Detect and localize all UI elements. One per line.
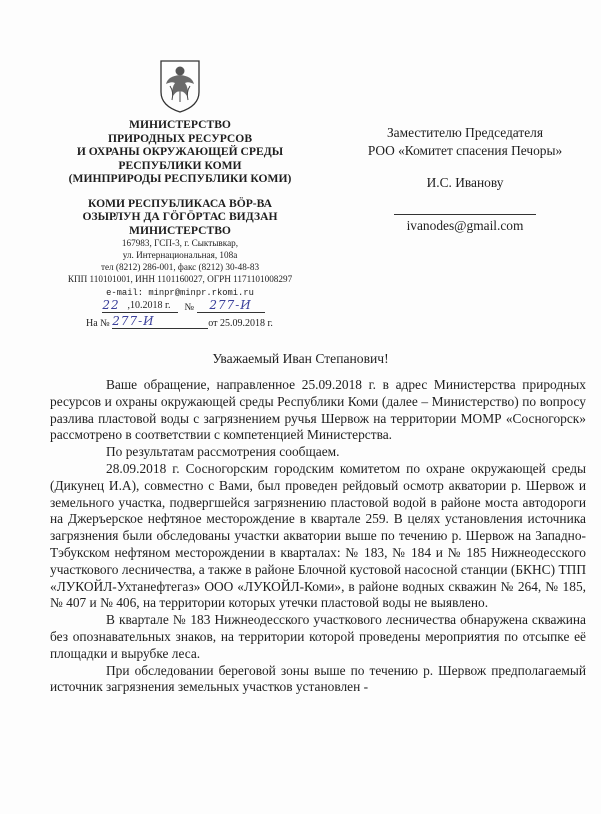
org-ru-line: (МИНПРИРОДЫ РЕСПУБЛИКИ КОМИ) (68, 172, 292, 186)
org-komi-line: МИНИСТЕРСТВО (129, 223, 231, 237)
org-ru-line: ПРИРОДНЫХ РЕСУРСОВ (107, 131, 253, 145)
ministry-name-komi (40, 197, 320, 237)
addressee-email[interactable]: ivanodes@gmail.com (406, 218, 524, 233)
handwritten-day: 22 (102, 298, 120, 312)
body-paragraph: При обследовании береговой зоны выше по течению р. Шервож предполагаемый источник загрязнения земельных участков установлен - (50, 662, 586, 695)
org-komi-line: КОМИ РЕСПУБЛИКАСА ВӦР-ВА (87, 196, 273, 210)
address-line: ул. Интернациональная, 108а (122, 250, 238, 261)
sender-letterhead (40, 58, 320, 299)
org-ru-line: МИНИСТЕРСТВО (129, 118, 231, 131)
reg-day-field (102, 300, 120, 313)
letter-body (50, 377, 586, 696)
address-line: 167983, ГСП-3, г. Сыктывкар, (121, 238, 239, 249)
sender-email[interactable]: minpr@minpr.rkomi.ru (148, 287, 254, 298)
body-paragraph: По результатам рассмотрения сообщаем. (106, 444, 340, 460)
handwritten-reg-number: 277-И (209, 298, 252, 312)
phone-fax-line: тел (8212) 286-001, факс (8212) 30-48-83 (100, 262, 260, 273)
sender-email-line (40, 286, 320, 299)
body-paragraph: 28.09.2018 г. Сосногорским городским комитетом по охране окружающей среды (Дикунец И.А), совместно с Вами, был проведен рейдовый осмотр акватории р. Шервож и земельного участка, подвергшейся загрязнению пластовой водой в районе моста автодороги на Джеръерское нефтяное месторождение в квартале 259. В целях установления источника загрязнения были обследованы участки акватории выше по течению р. Шервож на Западно-Тэбукском нефтяном месторождении в кварталах: № 183, № 184 и № 185 Нижнеодесского участкового лесничества, а также в районе Блочной кустовой насосной станции (БКНС) ТПП «ЛУКОЙЛ-Ухтанефтегаз» ООО «ЛУКОЙЛ-Коми», в районе водных скважин № 264, № 185, № 407 и № 406, на территории которых утечки пластовой воды не выявлено. (50, 460, 586, 611)
addressee-organization: РОО «Комитет спасения Печоры» (367, 143, 563, 158)
body-paragraph: Ваше обращение, направленное 25.09.2018 г. в адрес Министерства природных ресурсов и охраны окружающей среды Республики Коми (далее – Министерство) по вопросу разлива пластовой воды с загрязнением ручья Шервож на территории МОМР «Сосногорск» рассмотрено в соответствии с компетенцией Министерства. (50, 377, 586, 443)
reg-date: ,10.2018 г. (120, 300, 178, 313)
org-ru-line: И ОХРАНЫ ОКРУЖАЮЩЕЙ СРЕДЫ (76, 145, 284, 159)
email-label: e-mail: (106, 287, 149, 298)
addressee-position: Заместителю Председателя (386, 125, 544, 140)
reply-number-label: На № (86, 318, 110, 329)
org-komi-line: ОЗЫРЛУН ДА ГӦГӦРТАС ВИДЗАН (82, 210, 278, 224)
handwritten-reply-number: 277-И (112, 314, 155, 328)
outgoing-registration (40, 300, 320, 313)
salutation: Уважаемый Иван Степанович! (212, 351, 389, 366)
sender-address (40, 237, 320, 298)
addressee-divider (394, 214, 536, 215)
addressee-block (330, 124, 600, 235)
body-paragraph: В квартале № 183 Нижнеодесского участкового лесничества обнаружена скважина без опознавательных знаков, на территории которой проведены мероприятия по отсыпке её площадки и вырубке леса. (50, 612, 586, 661)
coat-of-arms-icon (158, 58, 202, 114)
addressee-name: И.С. Иванову (426, 175, 504, 190)
reply-number-field (112, 316, 208, 329)
reg-number-field (197, 300, 265, 313)
ministry-name-ru (40, 118, 320, 186)
reply-registration (40, 316, 320, 329)
reply-date: от 25.09.2018 г. (208, 318, 273, 329)
requisites-line: КПП 110101001, ИНН 1101160027, ОГРН 1171101008297 (67, 274, 293, 285)
org-ru-line: РЕСПУБЛИКИ КОМИ (118, 158, 242, 172)
reg-number-label: № (184, 302, 195, 313)
